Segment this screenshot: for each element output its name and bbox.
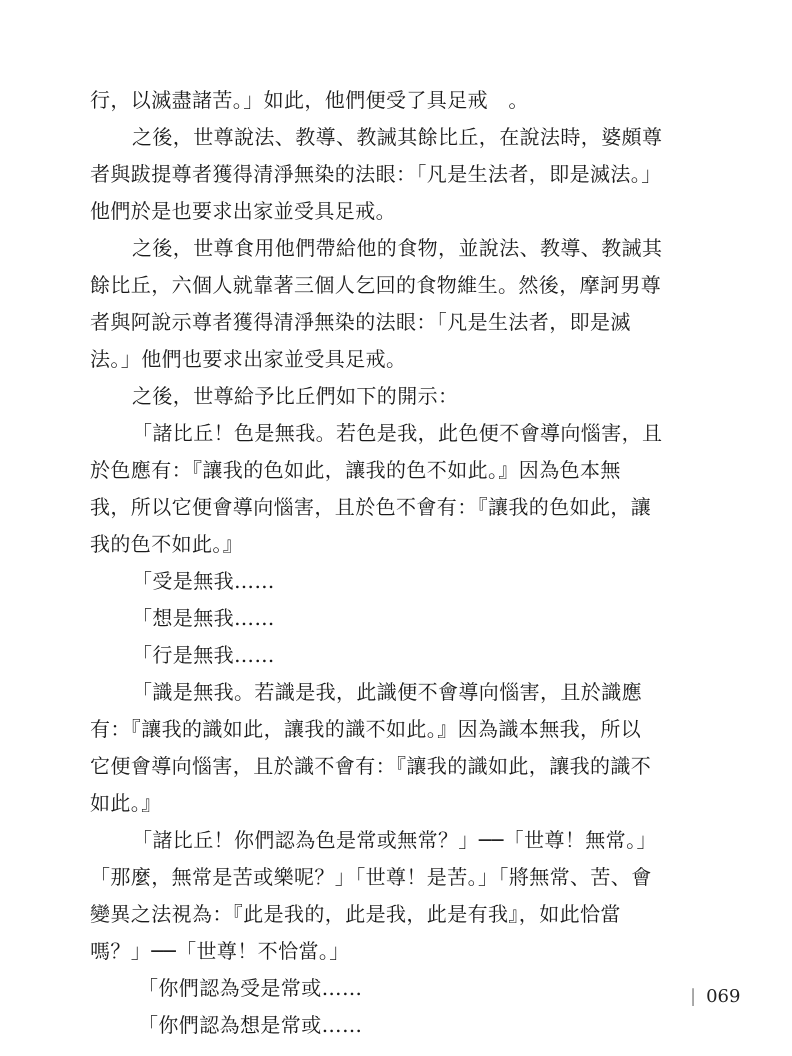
text-line: 者與跋提尊者獲得清淨無染的法眼：「凡是生法者，即是滅法。」 — [90, 162, 662, 186]
text-line: 之後，世尊食用他們帶給他的食物，並說法、教導、教誡其 — [132, 236, 663, 260]
text-line: 我，所以它便會導向惱害，且於色不會有：『讓我的色如此，讓 — [90, 495, 652, 519]
text-line: 「你們認為想是常或…… — [138, 1013, 363, 1037]
page-number-divider: | — [690, 986, 697, 1007]
text-line: 「諸比丘！色是無我。若色是我，此色便不會導向惱害，且 — [132, 421, 663, 445]
text-line: 嗎？」──「世尊！不恰當。」 — [90, 939, 350, 963]
text-line: 他們於是也要求出家並受具足戒。 — [90, 199, 396, 223]
text-line: 有：『讓我的識如此，讓我的識不如此。』因為識本無我，所以 — [90, 717, 642, 741]
text-line: 法。」他們也要求出家並受具足戒。 — [90, 347, 407, 371]
text-line: 如此。』 — [90, 791, 162, 815]
text-line: 「你們認為受是常或…… — [138, 976, 363, 1000]
page-body — [90, 82, 692, 1044]
text-line: 它便會導向惱害，且於識不會有：『讓我的識如此，讓我的識不 — [90, 754, 652, 778]
text-line: 「受是無我…… — [132, 569, 275, 593]
text-line: 「識是無我。若識是我，此識便不會導向惱害，且於識應 — [132, 680, 642, 704]
page-number — [690, 986, 740, 1007]
text-line: 行，以滅盡諸苦。」如此，他們便受了具足戒 。 — [90, 88, 529, 112]
text-line: 餘比丘，六個人就靠著三個人乞回的食物維生。然後，摩訶男尊 — [90, 273, 662, 297]
text-line: 者與阿說示尊者獲得清淨無染的法眼：「凡是生法者，即是滅 — [90, 310, 631, 334]
text-line: 「諸比丘！你們認為色是常或無常？」──「世尊！無常。」 — [132, 828, 657, 852]
text-line: 之後，世尊說法、教導、教誡其餘比丘，在說法時，婆頗尊 — [132, 125, 663, 149]
text-line: 變異之法視為：『此是我的，此是我，此是有我』，如此恰當 — [90, 902, 621, 926]
text-line: 「想是無我…… — [132, 606, 275, 630]
text-line: 之後，世尊給予比丘們如下的開示： — [132, 384, 459, 408]
page-number-text: 069 — [706, 986, 741, 1007]
text-line: 於色應有：『讓我的色如此，讓我的色不如此。』因為色本無 — [90, 458, 621, 482]
text-line: 「行是無我…… — [132, 643, 275, 667]
text-line: 「那麼，無常是苦或樂呢？」「世尊！是苦。」「將無常、苦、會 — [90, 865, 652, 889]
text-line: 我的色不如此。』 — [90, 532, 244, 556]
